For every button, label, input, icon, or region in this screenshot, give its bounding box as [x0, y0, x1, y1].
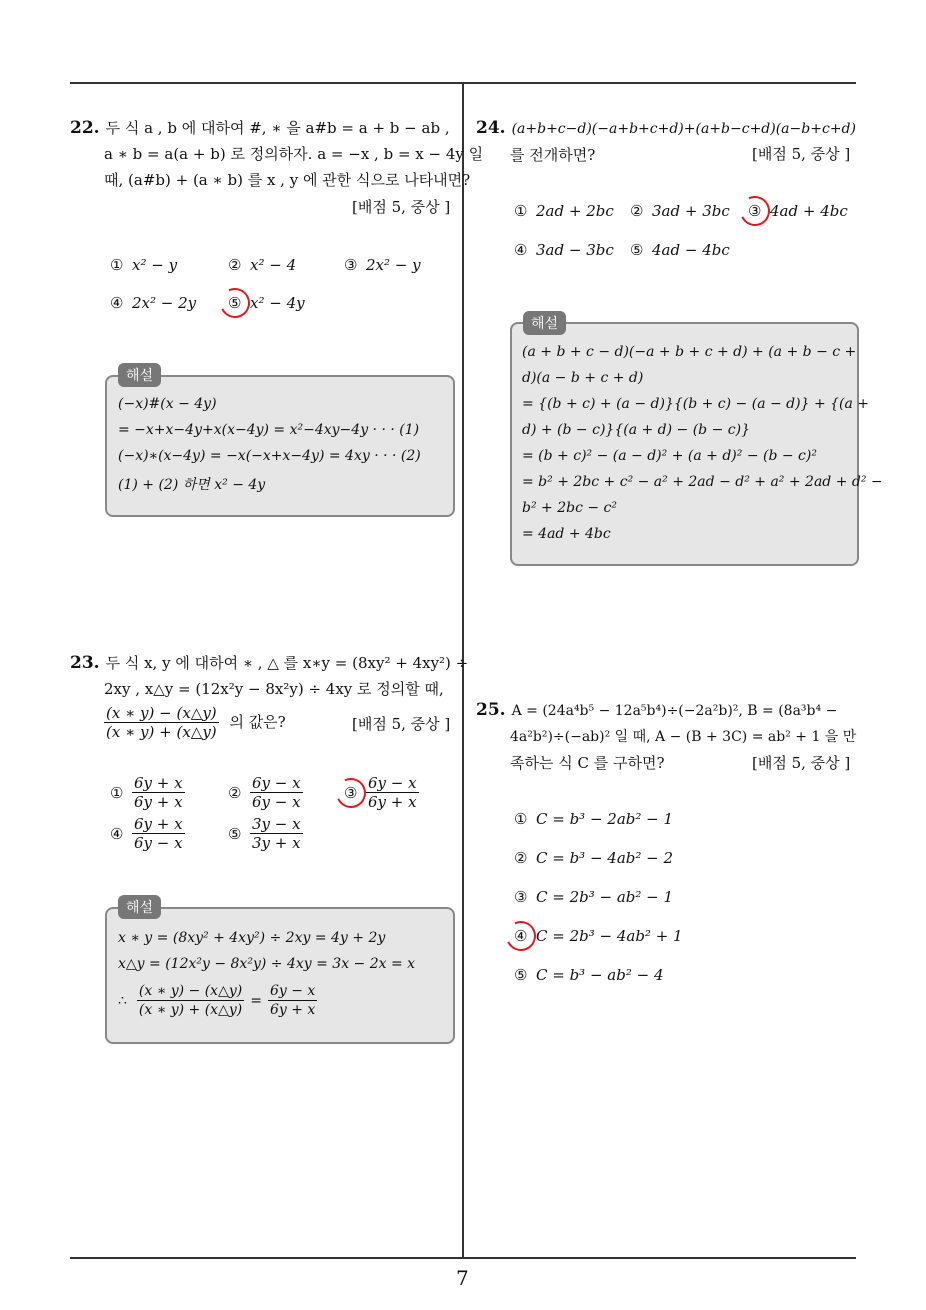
choice-4[interactable] [514, 241, 614, 259]
choice-number: ⑤ [228, 824, 242, 843]
solution-line: x△y = (12x²y − 8x²y) ÷ 4xy = 3x − 2x = x [118, 956, 416, 972]
choice-2[interactable] [228, 256, 296, 274]
choice-3[interactable] [344, 256, 421, 274]
solution-line: = 4ad + 4bc [522, 526, 611, 542]
answer-mark [736, 192, 774, 230]
choice-number: ④ [514, 241, 528, 259]
choice-text: 2ad + 2bc [536, 202, 614, 220]
choice-2[interactable] [228, 774, 303, 811]
question-number: 22. [70, 118, 100, 138]
choice-number: ① [514, 810, 528, 828]
solution-line: (−x)#(x − 4y) [118, 396, 217, 412]
solution-line: = (b + c)² − (a − d)² + (a + d)² − (b − c)² [522, 448, 817, 464]
solution-line: d) + (b − c)}{(a + d) − (b − c)} [522, 422, 750, 438]
choice-number: ④ [110, 824, 124, 843]
choice-text: 2x² − y [366, 256, 421, 274]
choice-number: ② [228, 783, 242, 802]
question-text-line: 2xy , x△y = (12x²y − 8x²y) ÷ 4xy 로 정의할 때, [104, 680, 444, 698]
solution-line: b² + 2bc − c² [522, 500, 617, 516]
answer-mark [216, 284, 254, 322]
choice-3[interactable] [514, 888, 673, 906]
question-text-line: 두 식 x, y 에 대하여 ∗ , △ 를 x∗y = (8xy² + 4xy²) ÷ [105, 654, 469, 672]
choice-2[interactable] [630, 202, 730, 220]
solution-line: = {(b + c) + (a − d)}{(b + c) − (a − d)} + {(a + [522, 396, 870, 412]
question-number: 24. [476, 118, 506, 138]
choice-number: ⑤ [228, 294, 242, 312]
solution-fraction: $\frac{(x ∗ y) - (x\triangle y)}{(x ∗ y) + (x\triangle y)}$ [138, 983, 243, 1018]
solution-line: = b² + 2bc + c² − a² + 2ad − d² + a² + 2ad + d² − [522, 474, 883, 490]
choice-text: x² − y [132, 256, 178, 274]
choice-number: ① [514, 202, 528, 220]
choice-text: x² − 4y [250, 294, 305, 312]
solution-box [105, 907, 455, 1044]
question-text-line: 를 전개하면? [510, 146, 596, 164]
question-text-line: 두 식 a , b 에 대하여 #, ∗ 을 a#b = a + b − ab , [105, 119, 450, 137]
choice-number: ⑤ [630, 241, 644, 259]
choice-1[interactable] [110, 256, 177, 274]
solution-line: d)(a − b + c + d) [522, 370, 644, 386]
choice-1[interactable] [514, 810, 673, 828]
choice-4[interactable] [514, 927, 683, 945]
solution-line: (a + b + c − d)(−a + b + c + d) + (a + b − c + [522, 344, 857, 360]
choice-text: C = b³ − 4ab² − 2 [536, 849, 674, 867]
choice-1[interactable] [110, 774, 185, 811]
choice-number: ① [110, 783, 124, 802]
choice-4[interactable] [110, 815, 185, 852]
choice-text: C = 2b³ − ab² − 1 [536, 888, 674, 906]
choice-2[interactable] [514, 849, 673, 867]
choice-text: 2x² − 2y [132, 294, 197, 312]
solution-line: = −x+x−4y+x(x−4y) = x²−4xy−4y · · · (1) [118, 422, 420, 438]
question-text-line: 4a²b²)÷(−ab)² 일 때, A − (B + 3C) = ab² + 1 을 만 [510, 729, 857, 745]
choice-text: C = b³ − 2ab² − 1 [536, 810, 674, 828]
choice-5[interactable] [228, 815, 303, 852]
choice-text: 4ad + 4bc [770, 202, 848, 220]
question-text-line: 족하는 식 C 를 구하면? [510, 754, 665, 772]
choice-fraction: $\frac{3y - x}{3y + x}$ [252, 815, 301, 852]
solution-tag: 해설 [118, 363, 161, 387]
choice-text: C = 2b³ − 4ab² + 1 [536, 927, 683, 945]
solution-line: (−x)∗(x−4y) = −x(−x+x−4y) = 4xy · · · (2) [118, 448, 421, 464]
solution-tag: 해설 [523, 311, 566, 335]
score-label: [배점 5, 중상 ] [752, 754, 851, 772]
choice-number: ③ [748, 202, 762, 220]
question-22 [70, 115, 484, 193]
score-label: [배점 5, 중상 ] [752, 145, 851, 163]
question-number: 23. [70, 653, 100, 673]
score-label: [배점 5, 중상 ] [352, 198, 451, 216]
question-text-tail: 의 값은? [229, 712, 286, 731]
choice-number: ④ [110, 294, 124, 312]
choice-number: ① [110, 256, 124, 274]
question-text-line: (a+b+c−d)(−a+b+c+d)+(a+b−c+d)(a−b+c+d) [511, 121, 856, 137]
choice-number: ④ [514, 927, 528, 945]
solution-tag: 해설 [118, 895, 161, 919]
equals-sign: = [250, 992, 262, 1009]
choice-5[interactable] [514, 966, 664, 984]
choice-number: ③ [344, 256, 358, 274]
solution-conclusion [118, 982, 317, 1019]
answer-mark [502, 917, 540, 955]
choice-text: 3ad + 3bc [652, 202, 730, 220]
score-label: [배점 5, 중상 ] [352, 715, 451, 733]
question-number: 25. [476, 700, 506, 720]
page-number: 7 [456, 1266, 469, 1290]
solution-line: (1) + (2) 하면 x² − 4y [118, 477, 266, 493]
choice-text: C = b³ − ab² − 4 [536, 966, 664, 984]
choice-fraction: $\frac{6y - x}{6y + x}$ [368, 774, 417, 811]
choice-5[interactable] [630, 241, 730, 259]
choice-fraction: $\frac{6y + x}{6y + x}$ [134, 774, 183, 811]
solution-result: $\frac{6y - x}{6y + x}$ [269, 983, 316, 1018]
choice-number: ② [514, 849, 528, 867]
choice-fraction: $\frac{6y - x}{6y - x}$ [252, 774, 301, 811]
question-text-line: a ∗ b = a(a + b) 로 정의하자. a = −x , b = x − 4y 일 [104, 145, 484, 163]
choice-fraction: $\frac{6y + x}{6y - x}$ [134, 815, 183, 852]
bottom-rule [70, 1257, 856, 1259]
question-text-line: A = (24a⁴b⁵ − 12a⁵b⁴)÷(−2a²b)², B = (8a³b⁴ − [511, 703, 838, 719]
therefore-symbol: ∴ [118, 992, 127, 1009]
question-fraction: $\frac{(x ∗ y) - (x\triangle y)}{(x ∗ y) + (x\triangle y)}$ [106, 704, 217, 741]
choice-text: 4ad − 4bc [652, 241, 730, 259]
choice-number: ② [630, 202, 644, 220]
choice-number: ③ [344, 783, 358, 802]
choice-text: x² − 4 [250, 256, 297, 274]
question-text-line: 때, (a#b) + (a ∗ b) 를 x , y 에 관한 식으로 나타내면? [104, 171, 471, 189]
choice-1[interactable] [514, 202, 614, 220]
choice-4[interactable] [110, 294, 196, 312]
solution-line: x ∗ y = (8xy² + 4xy²) ÷ 2xy = 4y + 2y [118, 930, 386, 946]
choice-text: 3ad − 3bc [536, 241, 614, 259]
choice-number: ③ [514, 888, 528, 906]
choice-number: ② [228, 256, 242, 274]
choice-number: ⑤ [514, 966, 528, 984]
